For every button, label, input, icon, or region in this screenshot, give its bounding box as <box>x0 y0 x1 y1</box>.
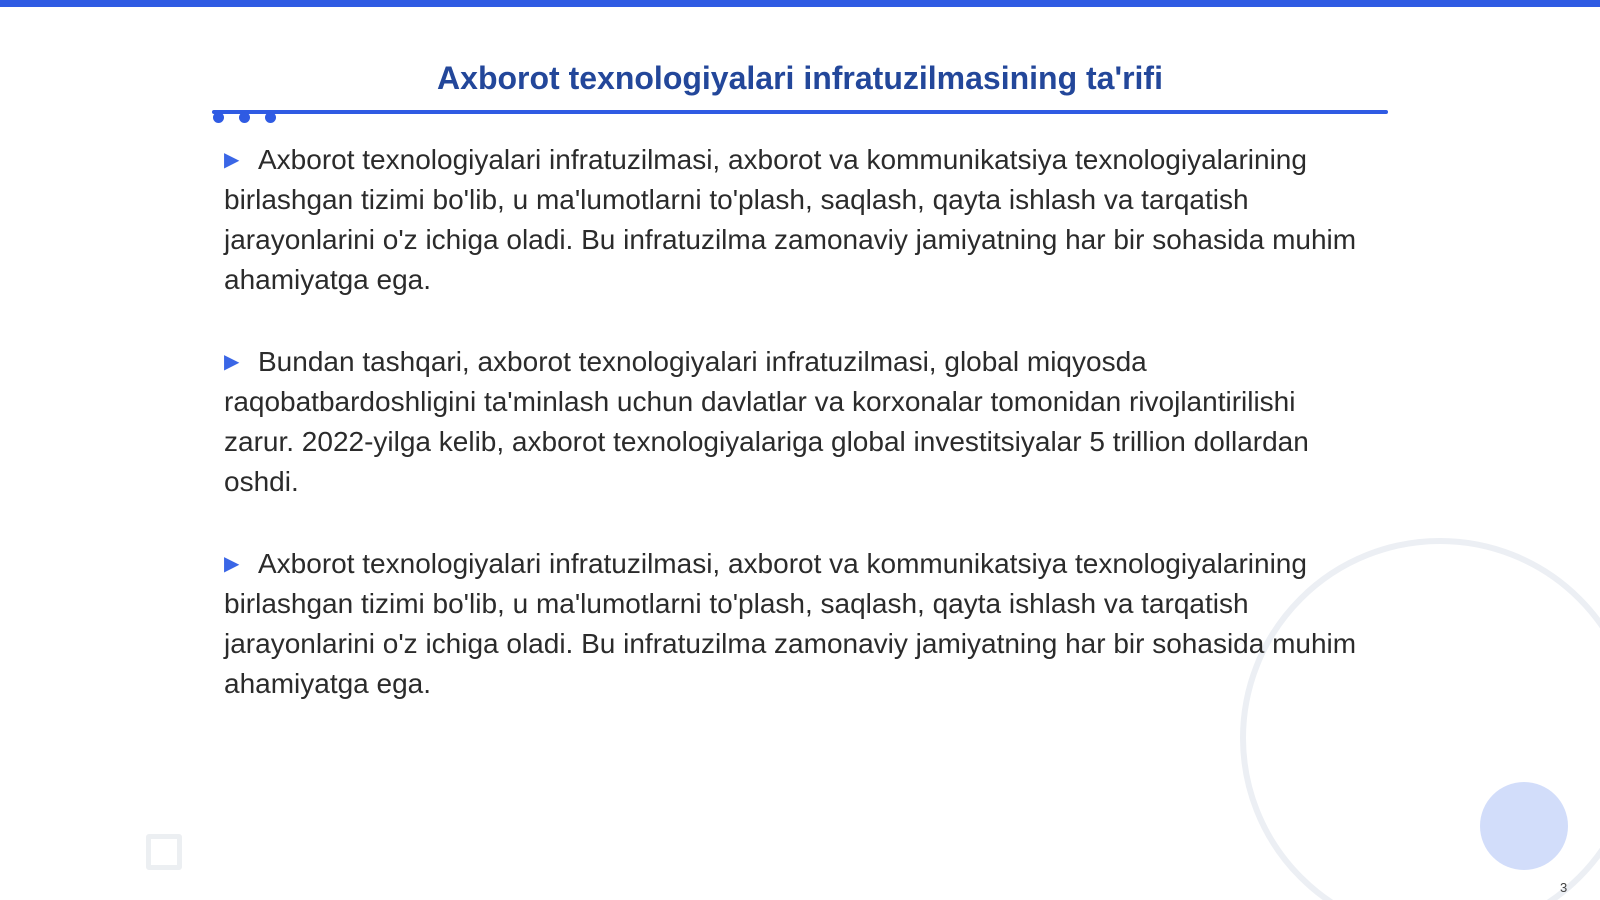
accent-dot <box>213 112 224 123</box>
slide-title: Axborot texnologiyalari infratuzilmasining ta'rifi <box>437 60 1163 96</box>
decorative-square <box>146 834 182 870</box>
triangle-right-icon: ▶ <box>224 149 240 171</box>
triangle-right-icon: ▶ <box>224 351 240 373</box>
triangle-right-icon: ▶ <box>224 553 240 575</box>
page-number: 3 <box>1560 880 1568 895</box>
bullet-text: Axborot texnologiyalari infratuzilmasi, axborot va kommunikatsiya texnologiyalarining birlashgan tizimi bo'lib, u ma'lumotlarni to'plash, saqlash, qayta ishlash va tarqatish jarayonlarini o'z ichiga oladi. Bu infratuzilma zamonaviy jamiyatning har bir sohasida muhim ahamiyatga ega. <box>224 548 1357 699</box>
bullet-item <box>224 544 1364 704</box>
bullet-list <box>224 140 1364 746</box>
accent-dot <box>265 112 276 123</box>
bullet-item <box>224 342 1364 502</box>
accent-dot <box>239 112 250 123</box>
top-accent-bar <box>0 0 1600 7</box>
title-underline <box>212 110 1388 114</box>
decorative-circle <box>1480 782 1568 870</box>
bullet-text: Bundan tashqari, axborot texnologiyalari infratuzilmasi, global miqyosda raqobatbardoshligini ta'minlash uchun davlatlar va korxonalar tomonidan rivojlantirilishi zarur. 2022-yilga kelib, axborot texnologiyalariga global investitsiyalar 5 trillion dollardan oshdi. <box>224 346 1309 497</box>
bullet-item <box>224 140 1364 300</box>
bullet-text: Axborot texnologiyalari infratuzilmasi, axborot va kommunikatsiya texnologiyalarining birlashgan tizimi bo'lib, u ma'lumotlarni to'plash, saqlash, qayta ishlash va tarqatish jarayonlarini o'z ichiga oladi. Bu infratuzilma zamonaviy jamiyatning har bir sohasida muhim ahamiyatga ega. <box>224 144 1357 295</box>
